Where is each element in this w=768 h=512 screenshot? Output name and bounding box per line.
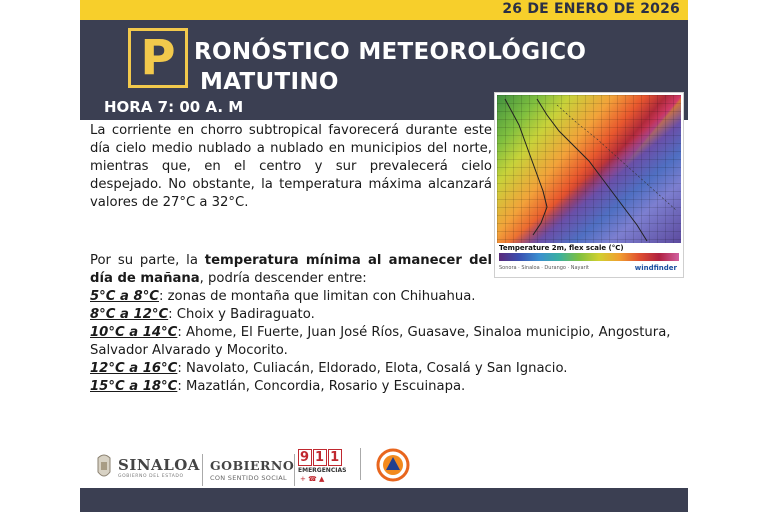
temperature-map: [494, 92, 684, 278]
range-row: [90, 324, 680, 360]
minima-intro: [90, 252, 492, 288]
minima-bold: temperatura mínima al amanecer del día de mañana: [90, 253, 492, 286]
map-title: Temperature 2m, flex scale (°C): [499, 244, 624, 252]
gobierno-subtitle: CON SENTIDO SOCIAL: [210, 474, 287, 482]
emergency-icons: + ☎ ▲: [300, 475, 325, 483]
coastline-icon: [497, 95, 681, 243]
civil-protection-icon: [376, 448, 410, 482]
title-initial-box: [128, 28, 188, 88]
top-bar: [80, 0, 688, 20]
range-places: : zonas de montaña que limitan con Chihuahua.: [158, 289, 476, 304]
sinaloa-subtitle: GOBIERNO DEL ESTADO: [118, 474, 184, 479]
emergency-label: EMERGENCIAS: [298, 467, 347, 474]
state-emblem-icon: [94, 452, 114, 482]
minima-prefix: Por su parte, la: [90, 253, 205, 268]
range-value: 8°C a 12°C: [90, 307, 169, 322]
title-line-1: RONÓSTICO METEOROLÓGICO: [194, 39, 587, 65]
emergency-digit: 1: [330, 450, 341, 465]
map-footnote: Sonora · Sinaloa · Durango · Nayarit: [499, 265, 589, 271]
footer-logos: [80, 444, 688, 492]
intro-paragraph: [90, 122, 492, 212]
range-value: 10°C a 14°C: [90, 325, 178, 340]
emergency-digit: 9: [300, 450, 311, 465]
range-places: : Ahome, El Fuerte, Juan José Ríos, Guasave, Sinaloa municipio, Angostura, Salvador Alvarado y Mocorito.: [90, 325, 671, 358]
emergency-number: [298, 450, 343, 465]
title-initial-letter: P: [140, 30, 176, 86]
time-label: HORA 7: 00 A. M: [104, 98, 244, 116]
range-places: : Mazatlán, Concordia, Rosario y Escuinapa.: [177, 379, 466, 394]
range-row: [90, 360, 680, 378]
bottom-bar: [80, 488, 688, 512]
range-row: [90, 378, 680, 396]
title-line-2: MATUTINO: [200, 69, 339, 95]
date-label: 26 DE ENERO DE 2026: [502, 1, 680, 17]
range-value: 5°C a 8°C: [90, 289, 159, 304]
range-row: [90, 288, 680, 306]
minimum-temperature-section: [90, 252, 680, 396]
forecast-card: [80, 0, 688, 512]
sinaloa-logo: [94, 450, 295, 486]
divider: [202, 454, 203, 486]
emergency-911-logo: [298, 450, 347, 484]
range-places: : Navolato, Culiacán, Eldorado, Elota, Cosalá y San Ignacio.: [177, 361, 568, 376]
emergency-digit: 1: [315, 450, 326, 465]
range-row: [90, 306, 680, 324]
map-brand: windfinder: [634, 264, 677, 272]
range-value: 15°C a 18°C: [90, 379, 178, 394]
divider: [360, 448, 361, 480]
gobierno-wordmark: GOBIERNO: [210, 458, 295, 473]
sinaloa-wordmark: SINALOA: [118, 456, 200, 474]
minima-suffix: , podría descender entre:: [199, 271, 367, 286]
intro-text: La corriente en chorro subtropical favorecerá durante este día cielo medio nublado a nublado en municipios del norte, mientras que, en el centro y sur prevalecerá cielo despejado. No obstante, la temperatura máxima alcanzará valores de 27°C a 32°C.: [90, 123, 492, 210]
range-value: 12°C a 16°C: [90, 361, 178, 376]
range-places: : Choix y Badiraguato.: [168, 307, 315, 322]
divider: [294, 454, 295, 486]
